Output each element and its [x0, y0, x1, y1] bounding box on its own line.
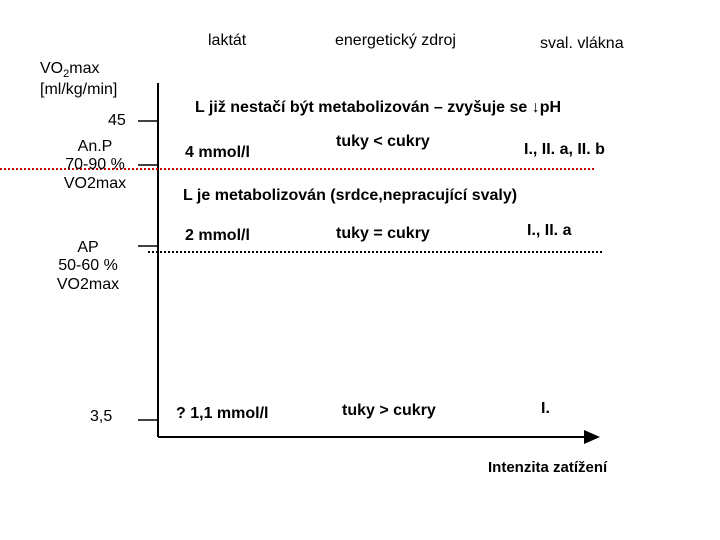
- row-low-laktat: ? 1,1 mmol/l: [176, 405, 269, 422]
- x-axis-arrowhead: [584, 430, 600, 444]
- row-low-vlakna: I.: [541, 400, 550, 417]
- note-lactate-metabolized: L je metabolizován (srdce,nepracující svaly): [183, 187, 518, 204]
- row-high-vlakna: I., II. a, II. b: [524, 141, 605, 158]
- x-axis-label: Intenzita zatížení: [488, 459, 608, 476]
- row-mid-vlakna: I., II. a: [527, 222, 572, 239]
- row-low-zdroj: tuky > cukry: [342, 402, 436, 419]
- header-laktat: laktát: [208, 32, 247, 49]
- row-high-laktat: 4 mmol/l: [185, 144, 250, 161]
- header-muscle-fibres: sval. vlákna: [540, 35, 624, 52]
- row-high-zdroj: tuky < cukry: [336, 133, 430, 150]
- y-axis-label-subscript: 2: [63, 68, 70, 81]
- y-axis-label-line1: $VO_2\max$: [40, 60, 100, 81]
- header-energy-source: energetický zdroj: [335, 32, 456, 49]
- y-tick-45-label: 45: [108, 112, 126, 129]
- y-axis-label: [40, 60, 117, 99]
- zone-anp-label: An.P 70-90 % VO2max: [63, 138, 127, 192]
- row-mid-zdroj: tuky = cukry: [336, 225, 430, 242]
- note-lactate-not-metabolized: L již nestačí být metabolizován – zvyšuje se ↓pH: [195, 99, 562, 116]
- y-axis-label-line2: [ml/kg/min]: [40, 80, 118, 98]
- y-tick-35-label: 3,5: [90, 408, 113, 425]
- zone-ap-label: AP 50-60 % VO2max: [56, 239, 120, 293]
- row-mid-laktat: 2 mmol/l: [185, 227, 250, 244]
